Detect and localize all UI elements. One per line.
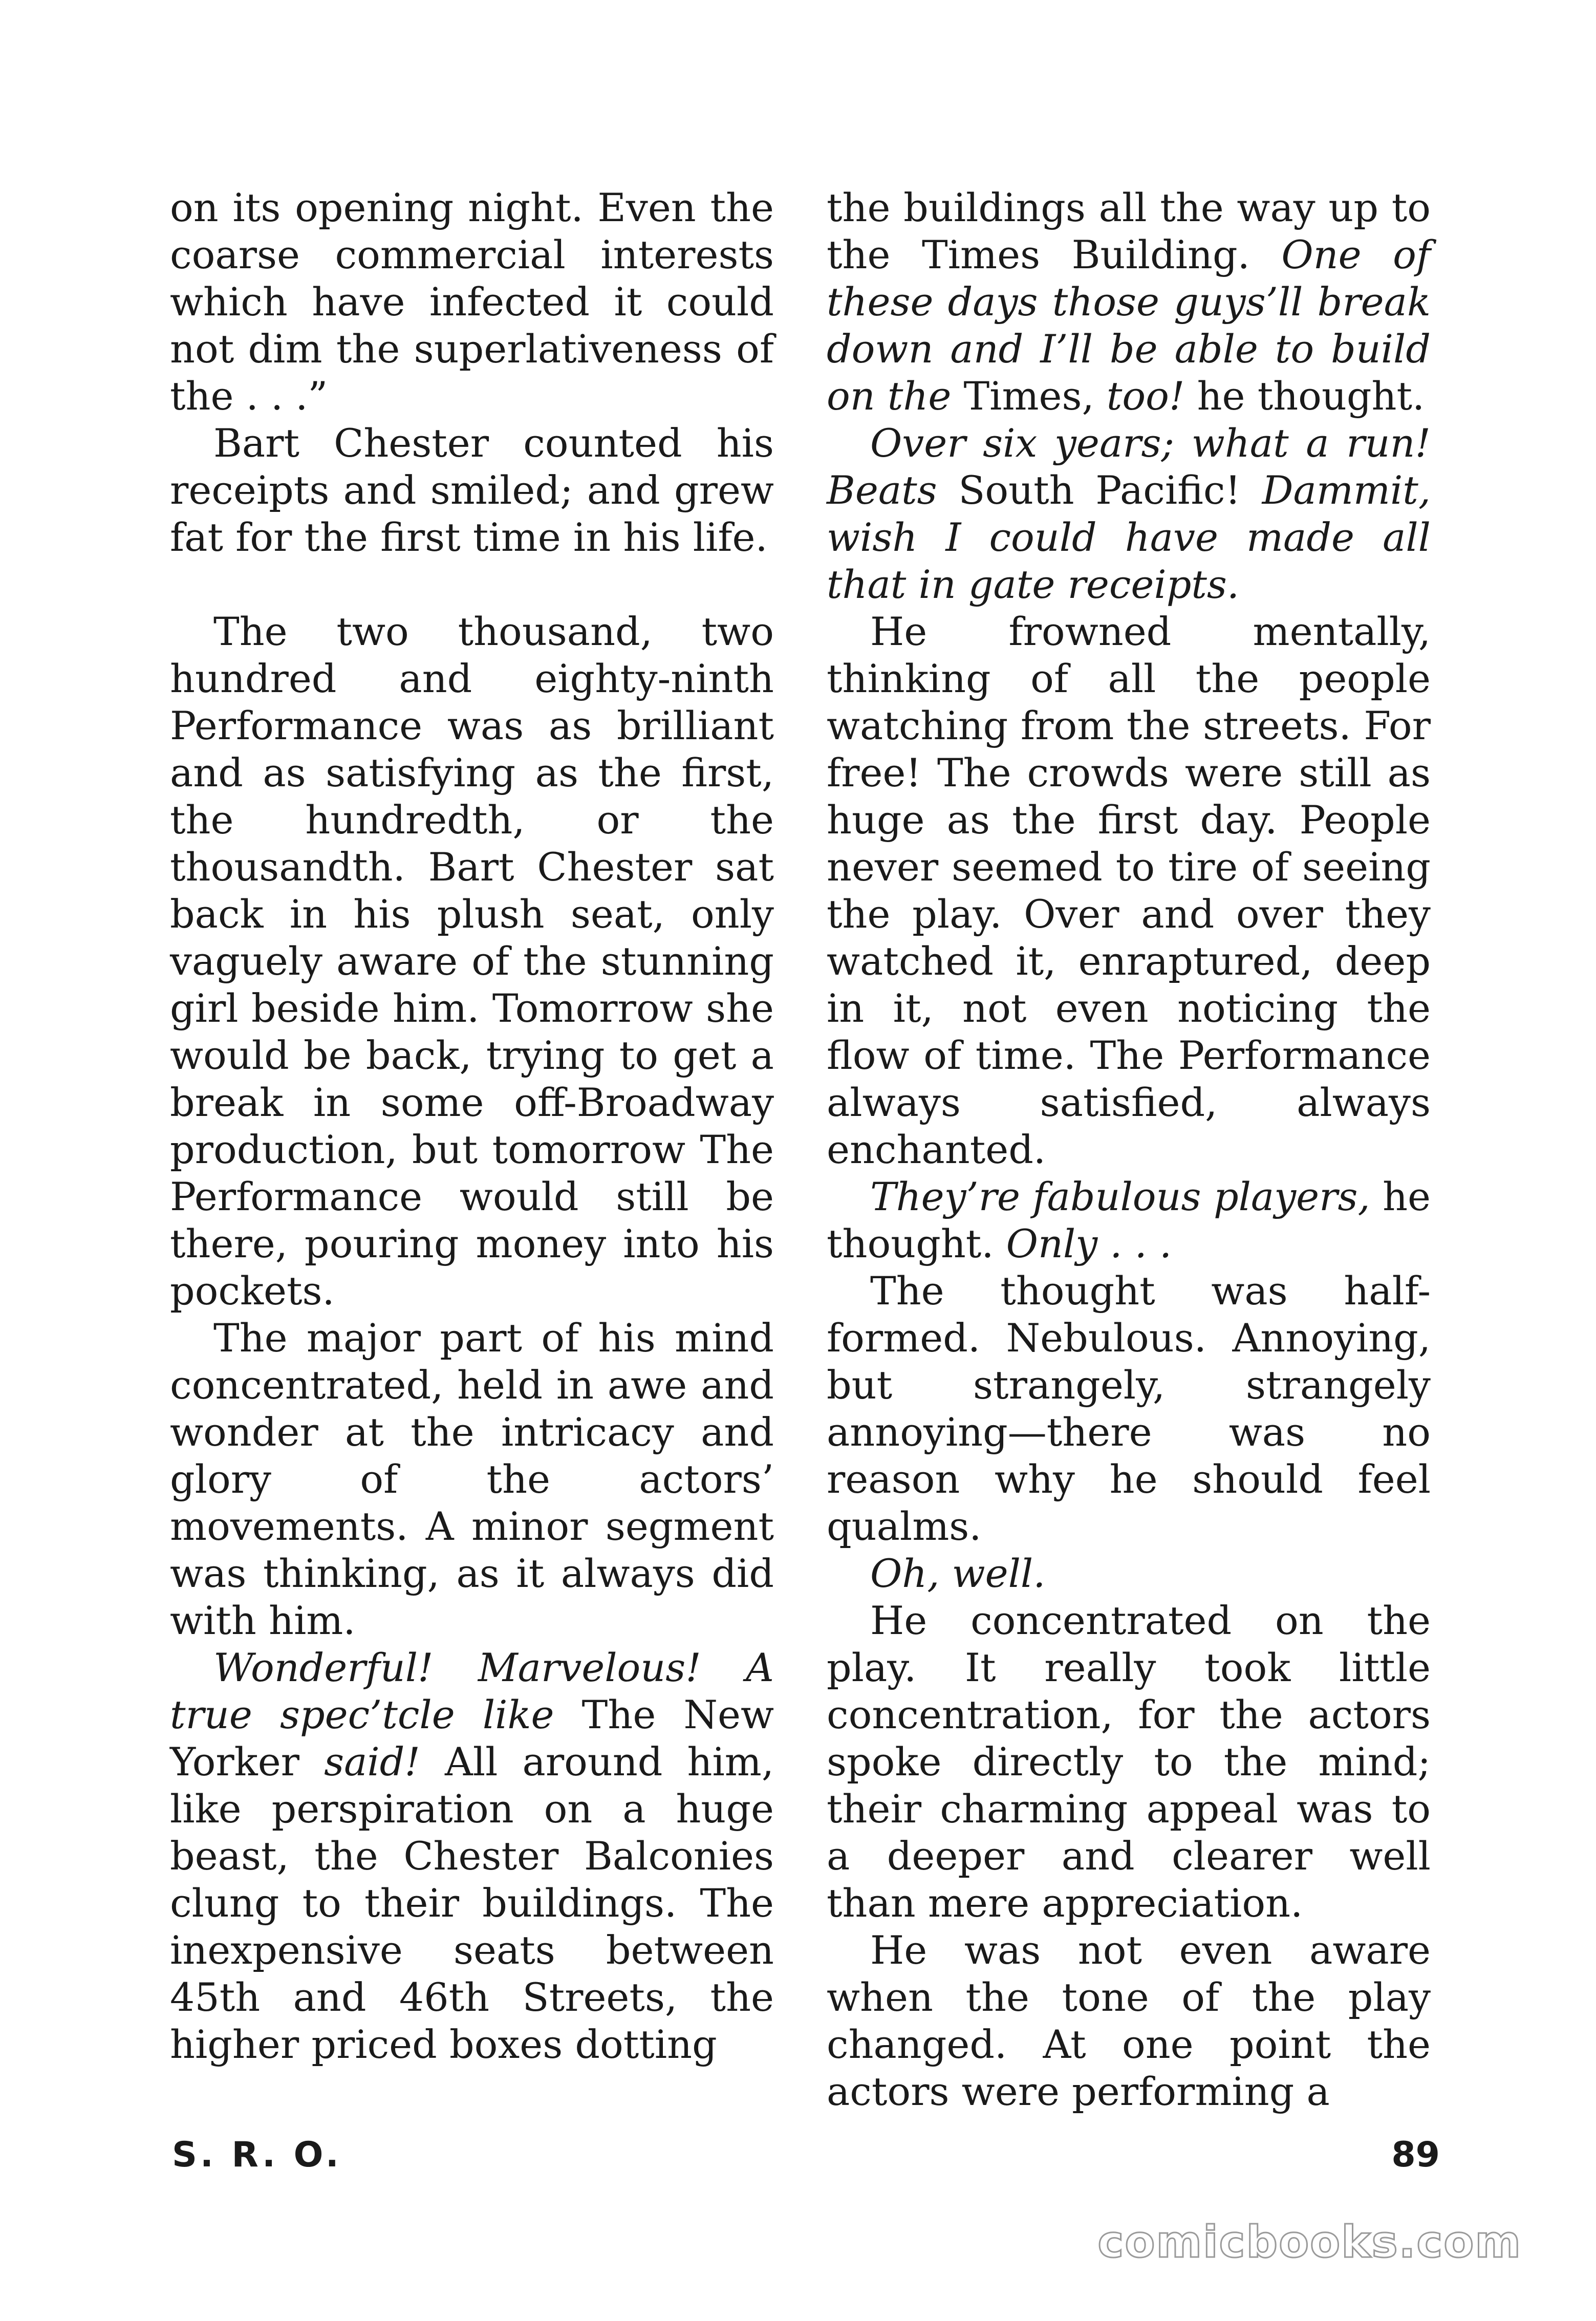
text: the buildings all the way up to the Times Building.: [827, 185, 1431, 277]
italic-text: Oh, well.: [870, 1551, 1046, 1596]
italic-text: Over six years; what a run! Beats: [827, 420, 1431, 513]
text: Times,: [951, 373, 1107, 419]
paragraph: He concentrated on the play. It really took little concentration, for the actors spoke directly to the mind; their charming appeal was to a deeper and clearer well than mere appreciation.: [827, 1598, 1431, 1926]
text: he thought.: [827, 1174, 1431, 1266]
text: All around him, like perspiration on a huge beast, the Chester Balconies clung to their buildings. The inexpensive seats between 45th and 46th Streets, the higher priced boxes dotting: [170, 1739, 774, 2067]
italic-text: too!: [1106, 373, 1185, 419]
right-column: [827, 184, 1431, 2115]
italic-text: said!: [324, 1739, 420, 1785]
italic-text: Only . . .: [1006, 1221, 1172, 1266]
paragraph: [827, 1550, 1431, 1597]
paragraph: [827, 184, 1431, 420]
italic-text: Wonderful! Marvelous! A true spec’tcle like: [170, 1645, 774, 1737]
paragraph: [827, 1173, 1431, 1267]
paragraph: on its opening night. Even the coarse commercial interests which have infected it could not dim the superlativeness of the . . .”: [170, 185, 774, 419]
italic-text: Dammit, wish I could have made all that in gate receipts.: [827, 467, 1431, 607]
text: The New Yorker: [170, 1692, 774, 1785]
page-number: 89: [1391, 2135, 1440, 2175]
paragraph: The thought was half-formed. Nebulous. Annoying, but strangely, strangely annoying—there was no reason why he should feel qualms.: [827, 1268, 1431, 1549]
paragraph: The major part of his mind concentrated, held in awe and wonder at the intricacy and glory of the actors’ movements. A minor segment was thinking, as it always did with him.: [170, 1315, 774, 1643]
paragraph: The two thousand, two hundred and eighty-ninth Performance was as brilliant and as satisfying as the first, the hundredth, or the thousandth. Bart Chester sat back in his plush seat, only vaguely aware of the stunning girl beside him. Tomorrow she would be back, trying to get a break in some off-Broadway production, but tomorrow The Performance would still be there, pouring money into his pockets.: [170, 609, 774, 1314]
left-column: [170, 184, 774, 2068]
paragraph: He frowned mentally, thinking of all the people watching from the streets. For free! The crowds were still as huge as the first day. People never seemed to tire of seeing the play. Over and over they watched it, enraptured, deep in it, not even noticing the flow of time. The Performance always satisfied, always enchanted.: [827, 609, 1431, 1172]
running-title: S. R. O.: [172, 2135, 342, 2175]
paragraph: [827, 420, 1431, 608]
watermark: comicbooks.com: [1097, 2217, 1522, 2268]
paragraph: He was not even aware when the tone of the play changed. At one point the actors were performing a: [827, 1927, 1431, 2114]
text: he thought.: [1184, 373, 1425, 419]
paragraph: [170, 1644, 774, 2068]
italic-text: They’re fabulous players,: [870, 1174, 1370, 1219]
paragraph: Bart Chester counted his receipts and smiled; and grew fat for the first time in his life.: [170, 420, 774, 560]
text: South Pacific!: [937, 467, 1262, 513]
italic-text: One of these days those guys’ll break down and I’ll be able to build on the: [827, 232, 1431, 419]
